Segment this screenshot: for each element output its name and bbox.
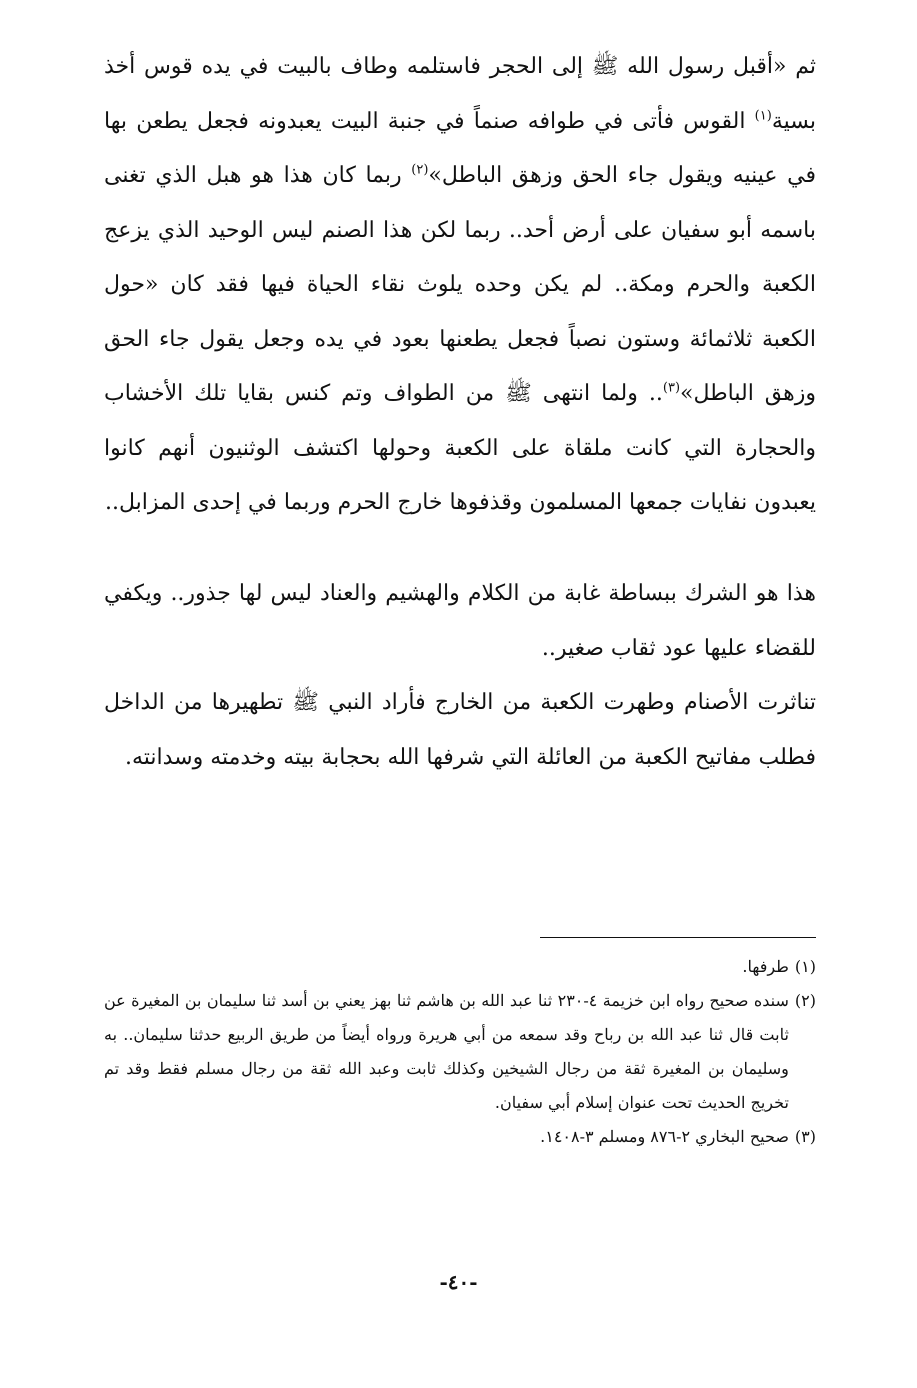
footnotes-section: [104, 950, 816, 1154]
paragraph-2-text: هذا هو الشرك ببساطة غابة من الكلام والهشيم والعناد ليس لها جذور.. ويكفي للقضاء عليها عود ثقاب صغير..: [104, 581, 816, 661]
footnote-text: صحيح البخاري ٢-٨٧٦ ومسلم ٣-١٤٠٨.: [540, 1127, 789, 1146]
footnote-3: [104, 1120, 816, 1154]
paragraph-3-text: تناثرت الأصنام وطهرت الكعبة من الخارج فأراد النبي ﷺ تطهيرها من الداخل فطلب مفاتيح الكعبة من العائلة التي شرفها الله بحجابة بيته وخدمته وسدانته.: [104, 690, 816, 770]
footnote-number: (٣): [794, 1127, 816, 1146]
footnote-ref-3[interactable]: (٣): [662, 380, 681, 396]
body-paragraph-1: [104, 40, 816, 531]
footnote-1: [104, 950, 816, 984]
body-paragraph-2: [104, 567, 816, 676]
footnote-text: سنده صحيح رواه ابن خزيمة ٤-٢٣٠ ثنا عبد الله بن هاشم ثنا بهز يعني بن أسد ثنا سليمان بن المغيرة عن ثابت قال ثنا عبد الله بن رباح وقد سمعه من أبي هريرة ورواه أيضاً من طريق الربيع حدثنا سليمان.. به وسليمان بن المغيرة ثقة من رجال الشيخين وكذلك ثابت وعبد الله ثقة من رجال مسلم فقط وقد تم تخريج الحديث تحت عنوان إسلام أبي سفيان.: [104, 991, 789, 1112]
paragraph-1-text-b: القوس فأتى في طوافه صنماً في جنبة البيت يعبدونه فجعل يطعن بها في عينيه ويقول جاء الحق وزهق الباطل»: [104, 108, 816, 188]
footnote-divider: [540, 937, 816, 938]
footnote-number: (١): [794, 957, 816, 976]
footnote-2: [104, 984, 816, 1120]
paragraph-1-text-a: ثم «أقبل رسول الله ﷺ إلى الحجر فاستلمه وطاف بالبيت في يده قوس أخذ بسية: [104, 54, 816, 134]
footnote-ref-1[interactable]: (١): [754, 108, 772, 124]
paragraph-1-text-c: ربما كان هذا هو هبل الذي تغنى باسمه أبو سفيان على أرض أحد.. ربما لكن هذا الصنم ليس الوحيد الذي يزعج الكعبة والحرم ومكة.. لم يكن وحده يلوث نقاء الحياة فيها فقد كان «حول الكعبة ثلاثمائة وستون نصباً فجعل يطعنها بعود في يده وجعل يقول جاء الحق وزهق الباطل»: [104, 163, 816, 406]
page-number: -٤٠-: [439, 1270, 478, 1294]
footnote-text: طرفها.: [742, 957, 789, 976]
body-paragraph-3: [104, 676, 816, 785]
footnote-ref-2[interactable]: (٢): [411, 162, 429, 178]
footnote-number: (٢): [794, 991, 816, 1010]
paragraph-1-text-d: .. ولما انتهى ﷺ من الطواف وتم كنس بقايا تلك الأخشاب والحجارة التي كانت ملقاة على الكعبة وحولها اكتشف الوثنيون أنهم كانوا يعبدون نفايات جمعها المسلمون وقذفوها خارج الحرم وربما في إحدى المزابل..: [104, 381, 816, 515]
